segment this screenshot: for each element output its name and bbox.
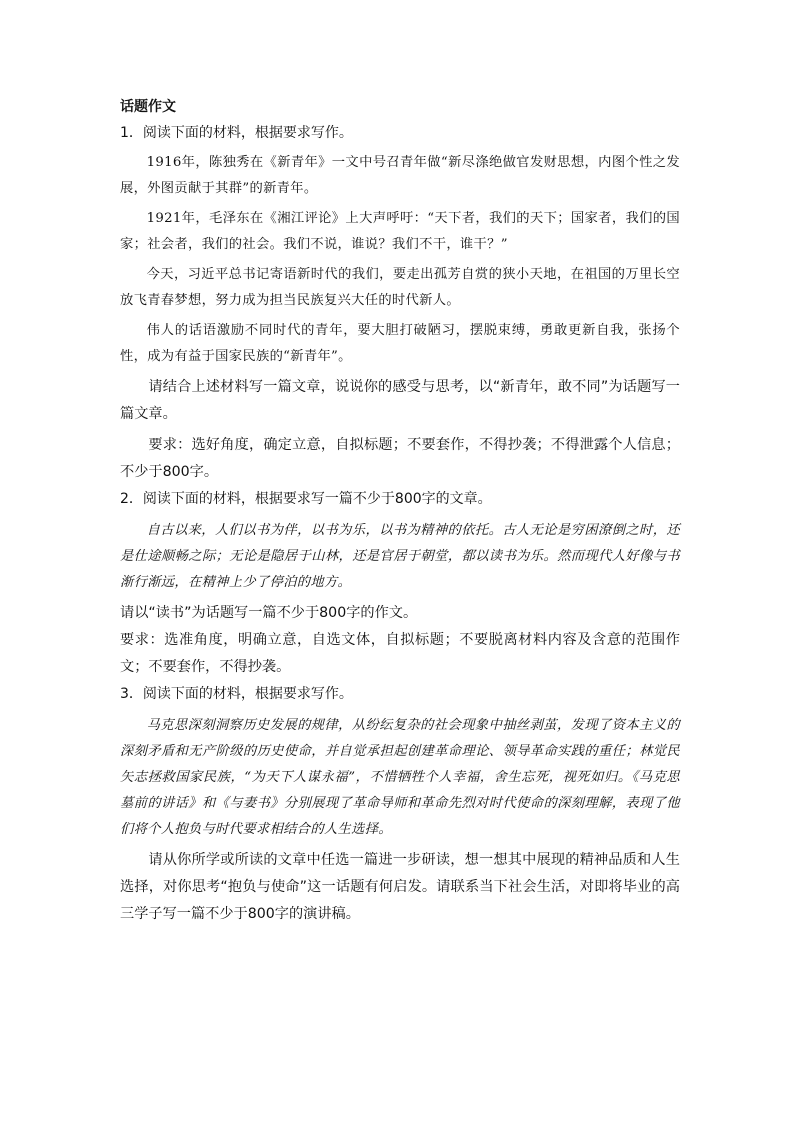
question-2-title: 2．阅读下面的材料，根据要求写一篇不少于800字的文章。: [120, 491, 492, 507]
q3-material: 马克思深刻洞察历史发展的规律，从纷纭复杂的社会现象中抽丝剥茧，发现了资本主义的深刻矛盾和无产阶级的历史使命，并自觉承担起创建革命理论、领导革命实践的重任；林觉民矢志拯救国家民族，“为天下人谋永福”，不惜牺牲个人幸福，舍生忘死，视死如归。《马克思墓前的讲话》和《与妻书》分别展现了革命导师和革命先烈对时代使命的深刻理解，表现了他们将个人抱负与时代要求相结合的人生选择。: [120, 718, 680, 837]
q1-material-1916: 1916年，陈独秀在《新青年》一文中号召青年做“新尽涤绝做官发财思想，内图个性之发展，外图贡献于其群”的新青年。: [120, 155, 680, 196]
q1-material-today: 今天，习近平总书记寄语新时代的我们，要走出孤芳自赏的狭小天地，在祖国的万里长空放飞青春梦想，努力成为担当民族复兴大任的时代新人。: [120, 267, 680, 308]
q1-material-1921: 1921年，毛泽东在《湘江评论》上大声呼吁：“天下者，我们的天下；国家者，我们的国家；社会者，我们的社会。我们不说，谁说？我们不干，谁干？”: [120, 211, 680, 252]
q3-task: 请从你所学或所读的文章中任选一篇进一步研读，想一想其中展现的精神品质和人生选择，对你思考“抱负与使命”这一话题有何启发。请联系当下社会生活，对即将毕业的高三学子写一篇不少于800字的演讲稿。: [120, 852, 680, 922]
q1-task: 请结合上述材料写一篇文章，说说你的感受与思考，以“新青年，敢不同”为话题写一篇文章。: [120, 379, 680, 422]
q1-requirements: 要求：选好角度，确定立意，自拟标题；不要套作，不得抄袭；不得泄露个人信息；不少于800字。: [120, 437, 680, 480]
document-content: [120, 94, 680, 928]
q1-material-summary: 伟人的话语激励不同时代的青年，要大胆打破陋习，摆脱束缚，勇敢更新自我，张扬个性，成为有益于国家民族的“新青年”。: [120, 323, 680, 364]
question-1-title: 1．阅读下面的材料，根据要求写作。: [120, 125, 353, 141]
q2-requirements: 要求：选准角度，明确立意，自选文体，自拟标题；不要脱离材料内容及含意的范围作文；不要套作，不得抄袭。: [120, 632, 680, 675]
q2-task: 请以“读书”为话题写一篇不少于800字的作文。: [120, 605, 418, 621]
question-3-title: 3．阅读下面的材料，根据要求写作。: [120, 686, 353, 702]
section-heading: 话题作文: [120, 99, 176, 115]
q2-material: 自古以来，人们以书为伴，以书为乐，以书为精神的依托。古人无论是穷困潦倒之时，还是仕途顺畅之际；无论是隐居于山林，还是官居于朝堂，都以读书为乐。然而现代人好像与书渐行渐远，在精神上少了停泊的地方。: [120, 523, 680, 590]
